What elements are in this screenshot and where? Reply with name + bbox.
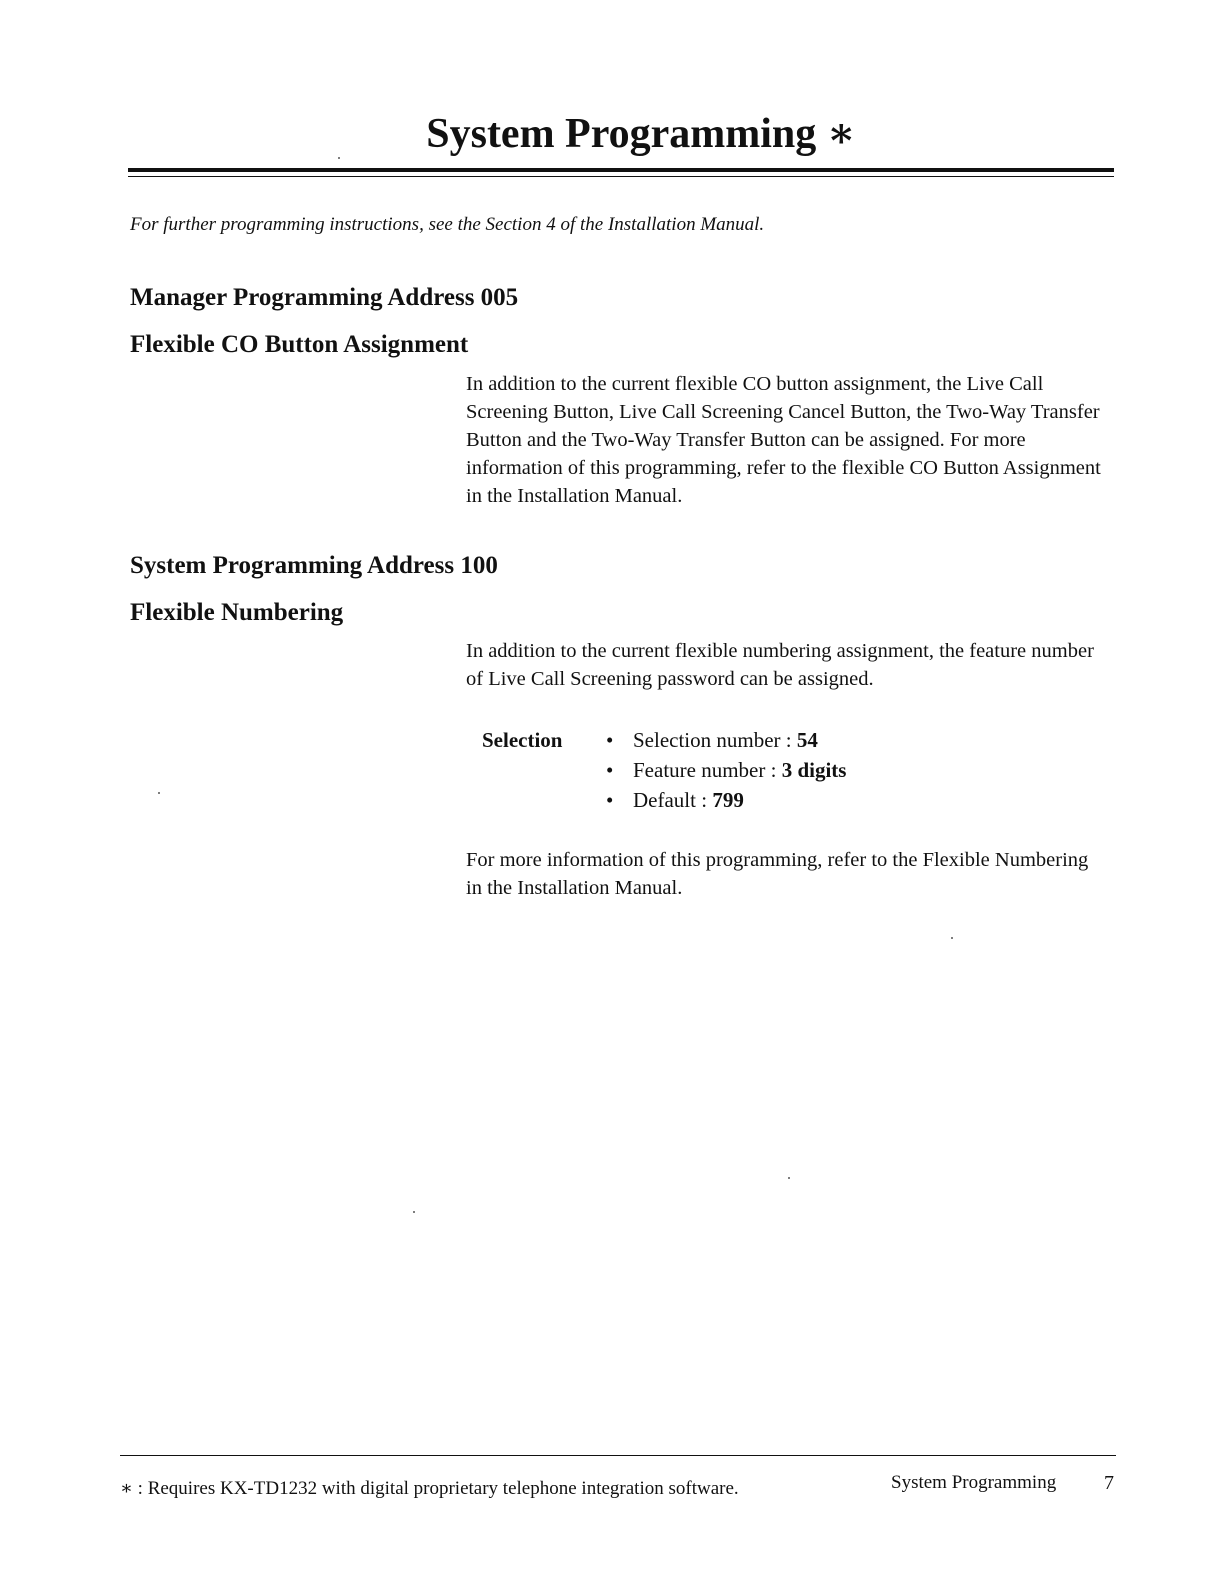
section-subheading-flexible-co: Flexible CO Button Assignment [130,331,469,358]
bullet-icon: • [606,758,614,782]
scan-speck [788,1177,790,1179]
scan-speck [158,792,160,794]
selection-item-label: Default : [633,788,713,812]
section-subheading-flexible-numbering: Flexible Numbering [130,599,344,626]
section-heading-system-100: System Programming Address 100 [130,552,498,579]
list-item [606,785,846,815]
selection-label: Selection [482,728,563,752]
closing-paragraph: For more information of this programming, refer to the Flexible Numbering in the Installation Manual. [466,849,1089,899]
selection-item-value: 799 [712,788,744,812]
section-paragraph-flexible-numbering: In addition to the current flexible numbering assignment, the feature number of Live Call Screening password can be assigned. [466,640,1094,690]
scan-speck [338,157,340,159]
selection-item-value: 54 [796,728,818,752]
list-item [606,755,846,785]
bullet-icon: • [606,788,614,812]
intro-note: For further programming instructions, see the Section 4 of the Installation Manual. [130,214,765,235]
title-rule-thick [128,168,1114,172]
selection-item-value: 3 digits [781,758,847,782]
scan-speck [951,937,953,939]
bullet-icon: • [606,728,614,752]
selection-item-label: Feature number : [633,758,782,782]
list-item [606,725,846,755]
page-number: 7 [1104,1472,1114,1494]
selection-list [606,725,846,815]
footer-section-name: System Programming [891,1472,1057,1493]
section-paragraph-flexible-co: In addition to the current flexible CO button assignment, the Live Call Screening Button, Live Call Screening Cancel Button, the Two-Way Transfer Button and the Two-Way Transfer Button can be assigned. For more information of this programming, refer to the flexible CO Button Assignment in the Installation Manual. [466,373,1101,507]
footer-note: ∗ : Requires KX-TD1232 with digital proprietary telephone integration software. [120,1478,739,1499]
page-title: System Programming ∗ [426,111,856,157]
title-rule-thin [128,176,1114,177]
selection-item-label: Selection number : [633,728,797,752]
scan-speck [413,1211,415,1213]
section-heading-manager-005: Manager Programming Address 005 [130,284,519,311]
footer-rule [120,1455,1116,1456]
